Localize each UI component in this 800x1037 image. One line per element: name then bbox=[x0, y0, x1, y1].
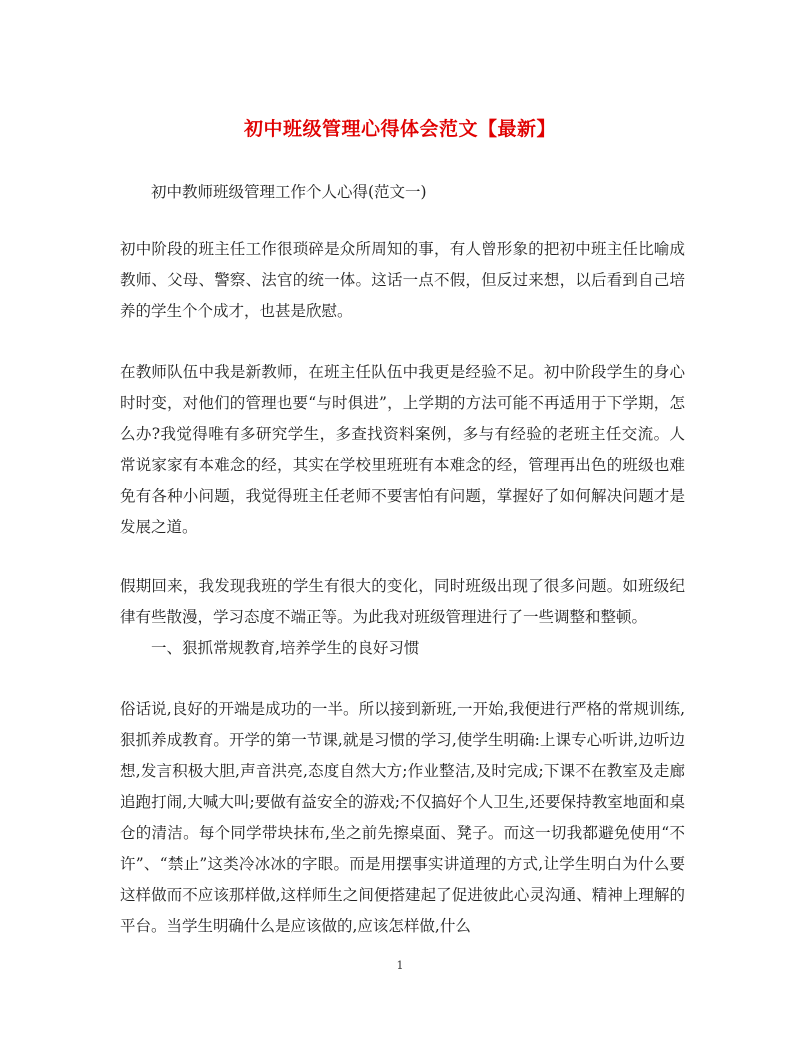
page-number: 1 bbox=[396, 959, 404, 972]
section-subtitle: 初中教师班级管理工作个人心得(范文一) bbox=[151, 183, 427, 201]
document-title: 初中班级管理心得体会范文【最新】 bbox=[243, 118, 556, 140]
paragraph-new-teacher: 在教师队伍中我是新教师，在班主任队伍中我更是经验不足。初中阶段学生的身心时时变，对他们的管理也要“与时俱进”，上学期的方法可能不再适用于下学期，怎么办?我觉得唯有多研究学生，多查找资料案例，多与有经验的老班主任交流。人常说家家有本难念的经，其实在学校里班班有本难念的经，管理再出色的班级也难免有各种小问题，我觉得班主任老师不要害怕有问题，掌握好了如何解决问题才是发展之道。 bbox=[120, 363, 685, 536]
paragraph-after-holiday: 假期回来，我发现我班的学生有很大的变化，同时班级出现了很多问题。如班级纪律有些散漫，学习态度不端正等。为此我对班级管理进行了一些调整和整顿。 bbox=[120, 577, 685, 626]
section-heading-routine-education: 一、狠抓常规教育,培养学生的良好习惯 bbox=[151, 639, 420, 657]
paragraph-intro: 初中阶段的班主任工作很琐碎是众所周知的事，有人曾形象的把初中班主任比喻成教师、父母、警察、法官的统一体。这话一点不假，但反过来想，以后看到自己培养的学生个个成才，也甚是欣慰。 bbox=[120, 240, 685, 320]
paragraph-routine-training: 俗话说,良好的开端是成功的一半。所以接到新班,一开始,我便进行严格的常规训练,狠抓养成教育。开学的第一节课,就是习惯的学习,使学生明确:上课专心听讲,边听边想,发言积极大胆,声音洪亮,态度自然大方;作业整洁,及时完成;下课不在教室及走廊追跑打闹,大喊大叫;要做有益安全的游戏;不仅搞好个人卫生,还要保持教室地面和桌仓的清洁。每个同学带块抹布,坐之前先擦桌面、凳子。而这一切我都避免使用“不许”、“禁止”这类冷冰冰的字眼。而是用摆事实讲道理的方式,让学生明白为什么要这样做而不应该那样做,这样师生之间便搭建起了促进彼此心灵沟通、精神上理解的平台。当学生明确什么是应该做的,应该怎样做,什么 bbox=[120, 700, 685, 935]
